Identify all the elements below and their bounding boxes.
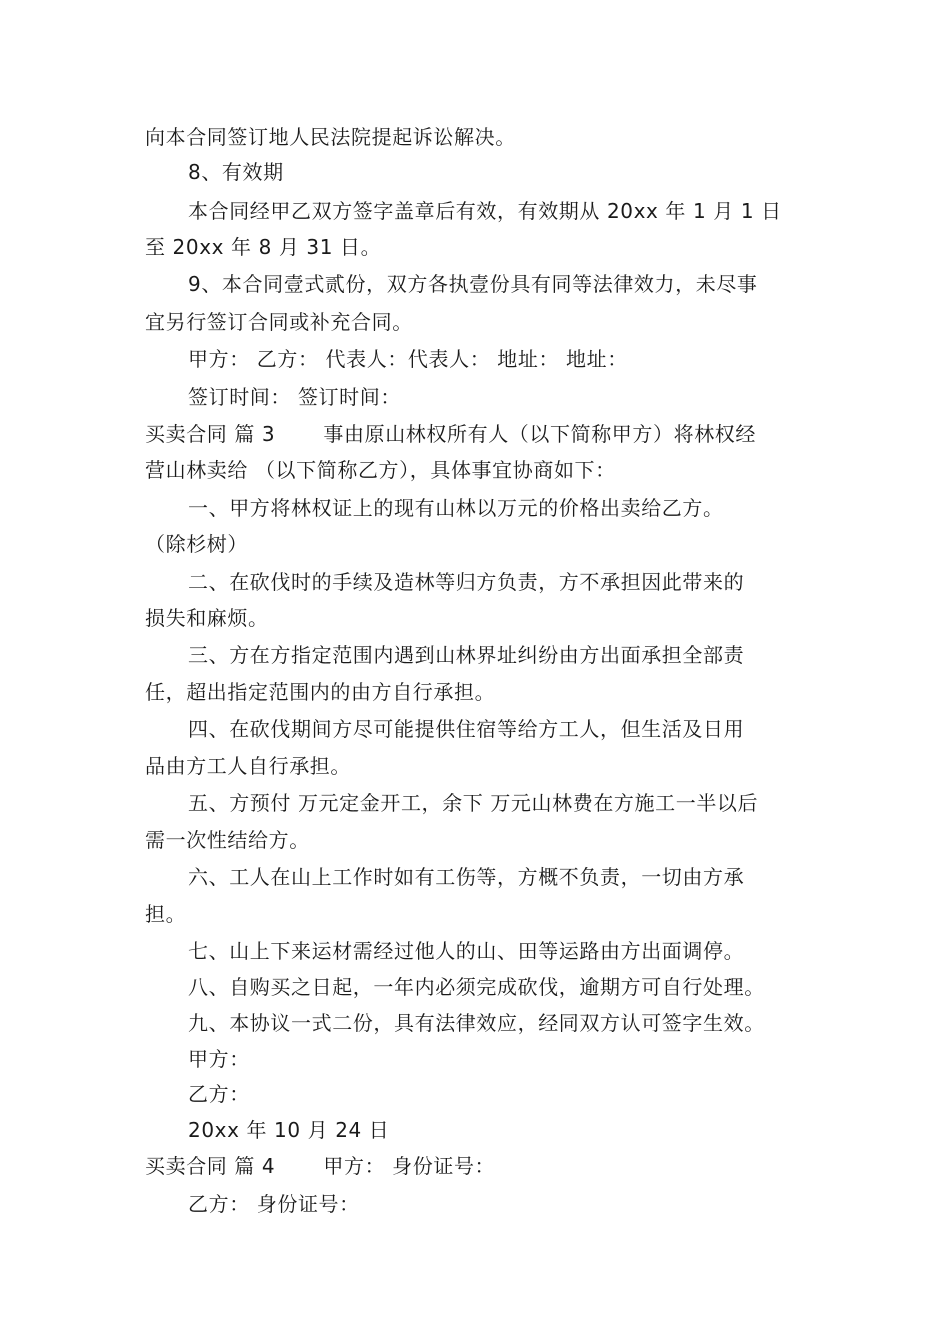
paragraph-line: 担。 — [145, 902, 187, 926]
party-a-label: 甲方： — [188, 1047, 250, 1071]
section-heading: 8、有效期 — [188, 160, 284, 184]
party-b-label: 乙方： — [188, 1082, 250, 1106]
clause-line: 六、工人在山上工作时如有工伤等，方概不负责，一切由方承 — [188, 865, 745, 889]
paragraph-line: 本合同经甲乙双方签字盖章后有效，有效期从 20xx 年 1 月 1 日 — [188, 199, 782, 223]
clause-line: 二、在砍伐时的手续及造林等归方负责，方不承担因此带来的 — [188, 570, 745, 594]
paragraph-line: 任，超出指定范围内的由方自行承担。 — [145, 680, 496, 704]
paragraph-line: （除杉树） — [145, 532, 248, 556]
clause-line: 四、在砍伐期间方尽可能提供住宿等给方工人，但生活及日用 — [188, 717, 745, 741]
paragraph-line: 向本合同签订地人民法院提起诉讼解决。 — [145, 125, 516, 149]
paragraph-line: 品由方工人自行承担。 — [145, 754, 351, 778]
paragraph-line: 损失和麻烦。 — [145, 606, 269, 630]
clause-line: 七、山上下来运材需经过他人的山、田等运路由方出面调停。 — [188, 939, 745, 963]
paragraph-line: 需一次性结给方。 — [145, 828, 310, 852]
signature-date-fields: 签订时间： 签订时间： — [188, 385, 401, 409]
paragraph-line: 营山林卖给 （以下简称乙方），具体事宜协商如下： — [145, 458, 616, 482]
signature-fields: 甲方： 乙方： 代表人：代表人： 地址： 地址： — [188, 347, 628, 371]
clause-line: 一、甲方将林权证上的现有山林以万元的价格出卖给乙方。 — [188, 496, 724, 520]
section-heading: 买卖合同 篇 3 事由原山林权所有人（以下简称甲方）将林权经 — [145, 422, 756, 446]
paragraph-line: 宜另行签订合同或补充合同。 — [145, 310, 413, 334]
section-heading: 买卖合同 篇 4 甲方： 身份证号： — [145, 1154, 496, 1178]
clause-line: 九、本协议一式二份，具有法律效应，经同双方认可签字生效。 — [188, 1011, 765, 1035]
paragraph-line: 乙方： 身份证号： — [188, 1192, 360, 1216]
paragraph-line: 9、本合同壹式贰份，双方各执壹份具有同等法律效力，未尽事 — [188, 272, 758, 296]
clause-line: 三、方在方指定范围内遇到山林界址纠纷由方出面承担全部责 — [188, 643, 745, 667]
clause-line: 八、自购买之日起，一年内必须完成砍伐，逾期方可自行处理。 — [188, 975, 765, 999]
date-line: 20xx 年 10 月 24 日 — [188, 1118, 390, 1142]
paragraph-line: 至 20xx 年 8 月 31 日。 — [145, 235, 382, 259]
clause-line: 五、方预付 万元定金开工，余下 万元山林费在方施工一半以后 — [188, 791, 759, 815]
